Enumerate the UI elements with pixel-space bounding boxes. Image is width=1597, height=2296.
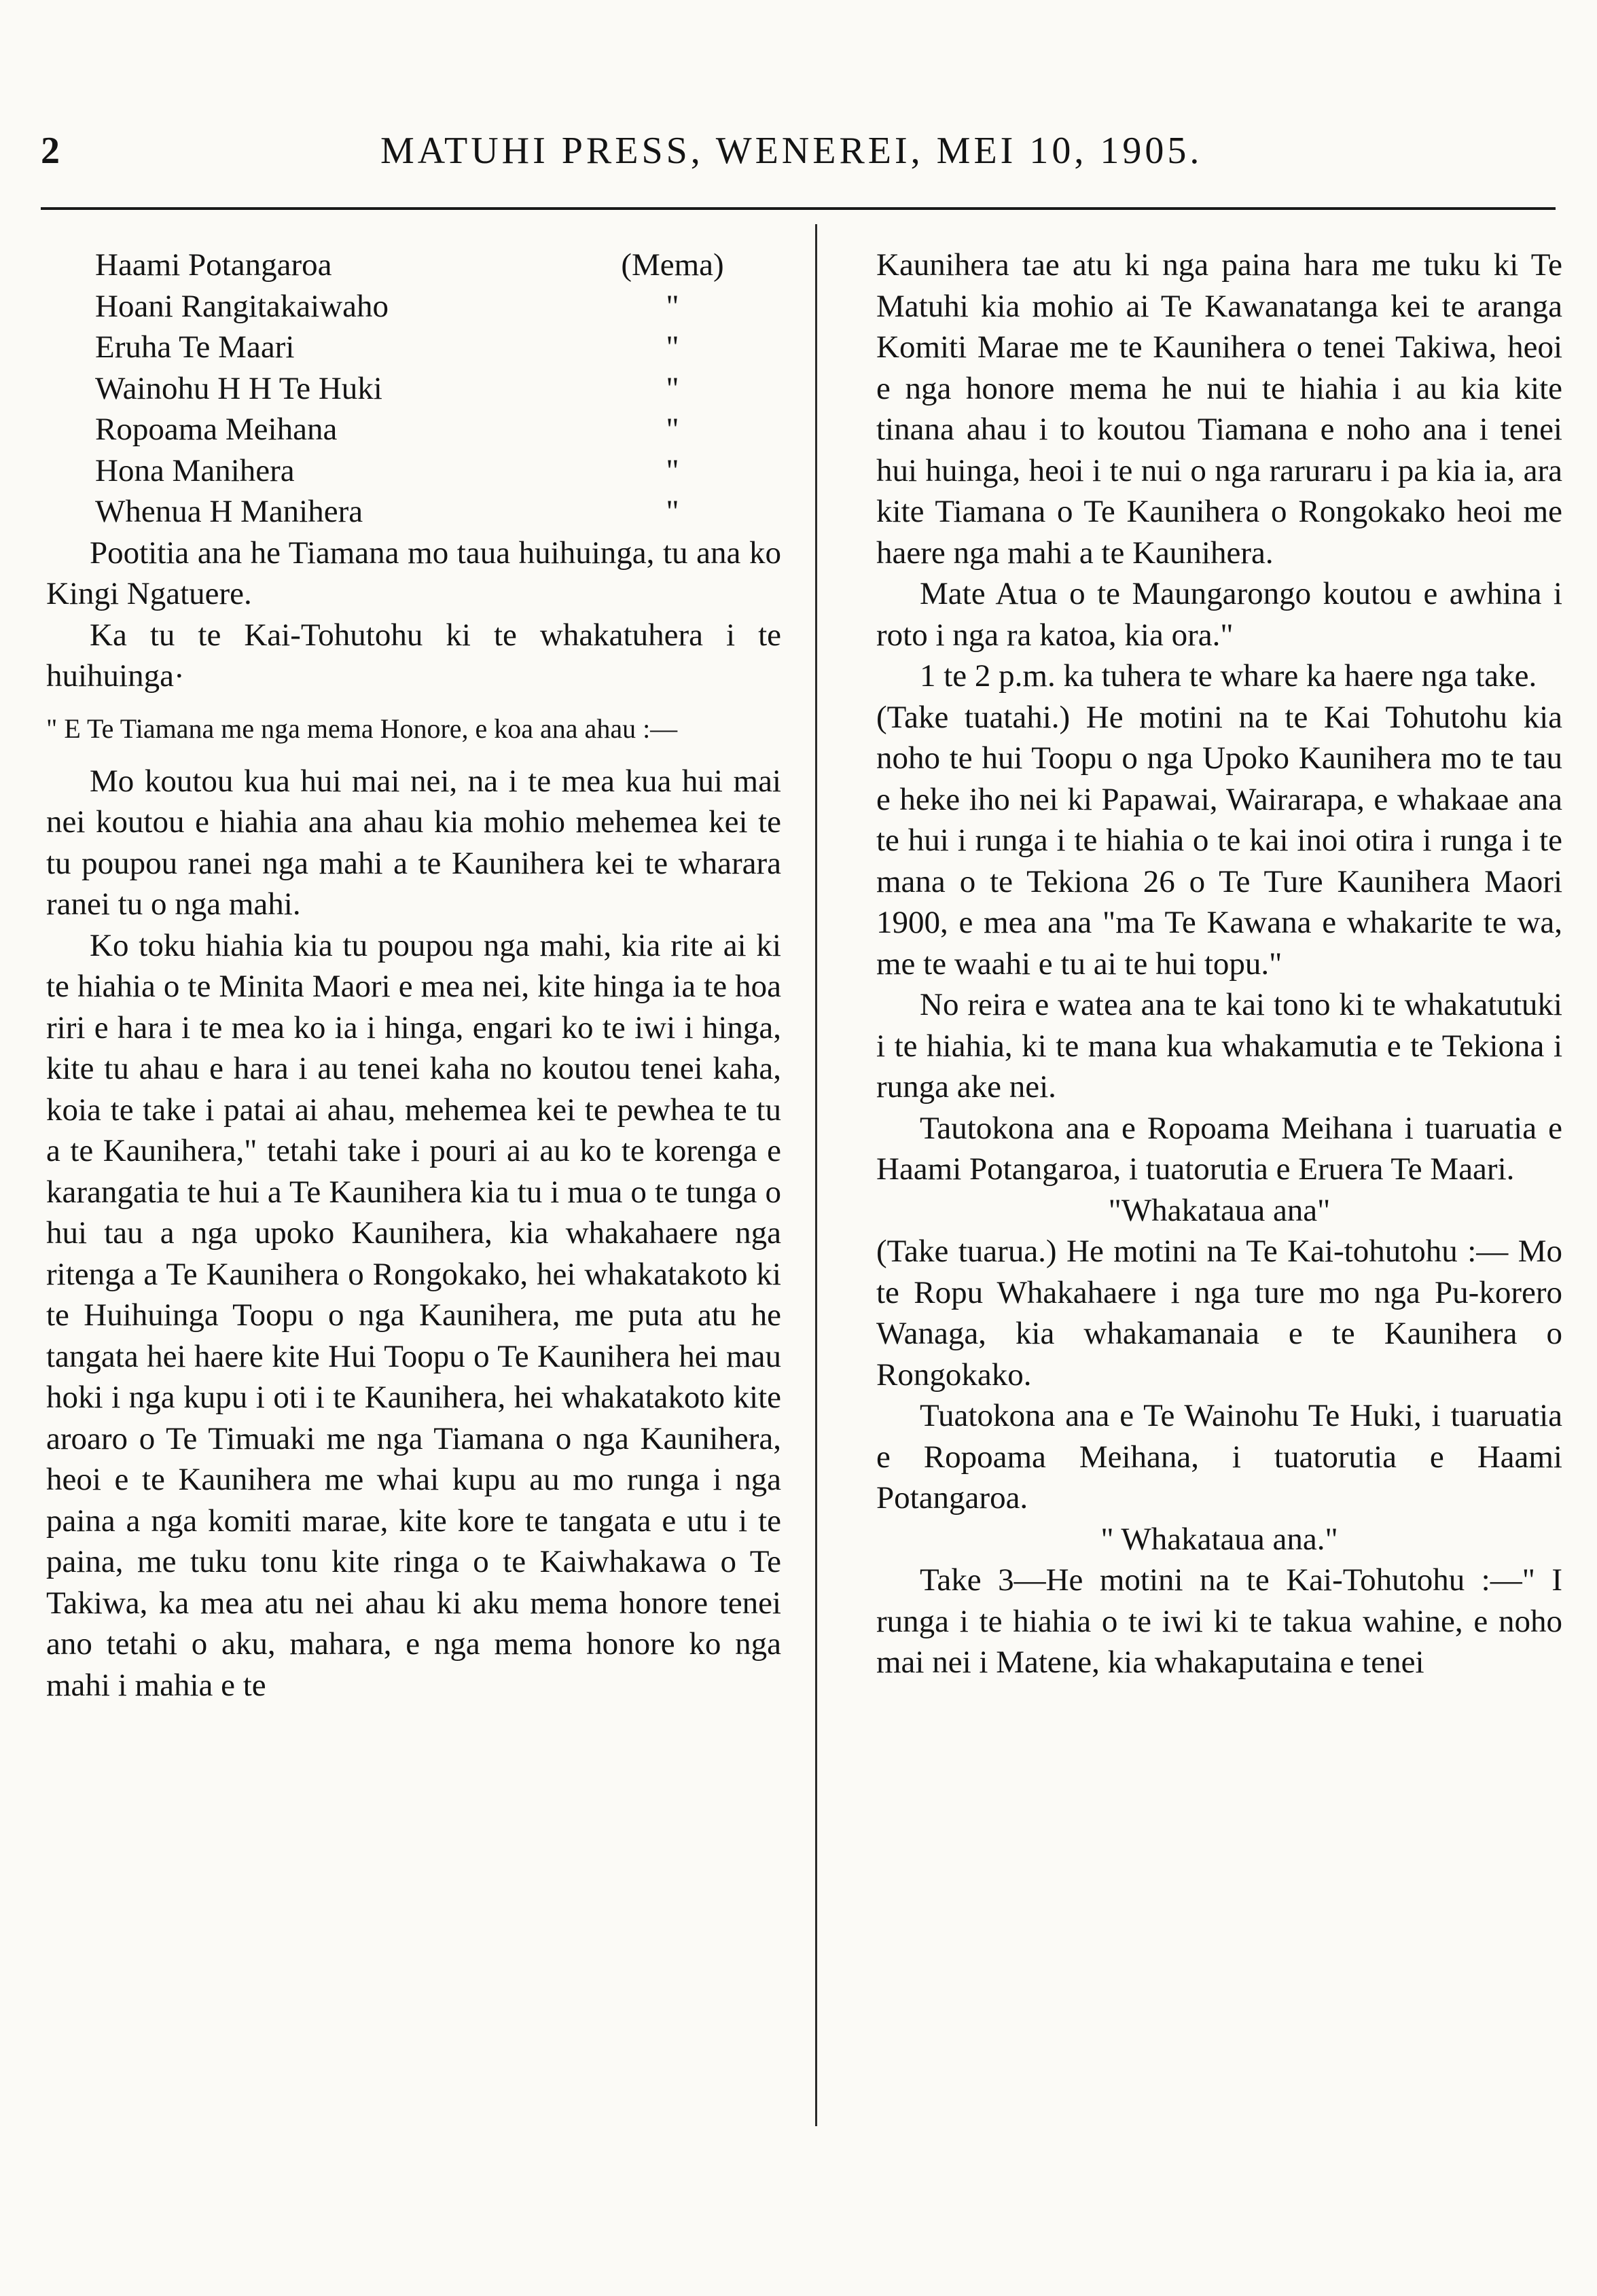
masthead: MATUHI PRESS, WENEREI, MEI 10, 1905. <box>380 130 1203 172</box>
left-column <box>46 245 781 1706</box>
roster-name: Whenua H Manihera <box>95 494 363 529</box>
paragraph: Tautokona ana e Ropoama Meihana i tuaruatia e Haami Potangaroa, i tuatorutia e Eruera Te Maari. <box>876 1110 1562 1187</box>
paragraph: Kaunihera tae atu ki nga paina hara me tuku ki Te Matuhi kia mohio ai Te Kawanatanga kei te aranga Komiti Marae me te Kaunihera o tenei Takiwa, heoi e nga honore mema he nui te hiahia i au kia kite tinana ahau i to koutou Tiamana e noho ana i tenei hui huinga, heoi i te nui o nga raruraru i pa kia ia, ara kite Tiamana o Te Kaunihera o Rongokako heoi me haere nga mahi a te Kaunihera. <box>876 247 1562 571</box>
roster-status: " <box>666 329 679 365</box>
roster-status: " <box>666 494 679 529</box>
resolution: "Whakataua ana" <box>1108 1192 1331 1228</box>
paragraph: Mo koutou kua hui mai nei, na i te mea kua hui mai nei koutou e hiahia ana ahau kia mohio mehemea kei te tu poupou ranei nga mahi a te Kaunihera kei te wharara ranei tu o nga mahi. <box>46 763 781 922</box>
paragraph: Ka tu te Kai-Tohutohu ki te whakatuhera i te huihuinga· <box>46 617 781 694</box>
roster-name: Ropoama Meihana <box>95 412 338 447</box>
resolution: " Whakataua ana." <box>1100 1521 1338 1557</box>
paragraph: (Take tuatahi.) He motini na te Kai Tohutohu kia noho te hui Toopu o nga Upoko Kaunihera mo te tau e heke iho nei ki Papawai, Wairarapa, e whakaae ana te hui i runga i te hiahia o te kai inoi otira i runga i te mana o te Tekiona 26 o Te Ture Kaunihera Maori 1900, e mea ana "ma Te Kawana e whakarite te wa, me te waahi e tu ai te hui topu." <box>876 699 1562 982</box>
roster-status: " <box>666 370 679 406</box>
roster-name: Hoani Rangitakaiwaho <box>95 288 389 324</box>
page-header <box>41 129 1562 183</box>
roster-name: Eruha Te Maari <box>95 329 295 365</box>
roster-entry <box>95 491 747 533</box>
roster-status: " <box>666 288 679 324</box>
roster-entry <box>95 368 747 410</box>
paragraph: No reira e watea ana te kai tono ki te whakatutuki i te hiahia, ki te mana kua whakamutia e te Tekiona i runga ake nei. <box>876 987 1562 1105</box>
roster-entry <box>95 245 747 286</box>
roster-entry <box>95 409 747 450</box>
roster-entry <box>95 327 747 368</box>
roster-name: Wainohu H H Te Huki <box>95 370 382 406</box>
column-divider <box>815 224 817 2126</box>
roster-name: Hona Manihera <box>95 452 295 488</box>
paragraph: 1 te 2 p.m. ka tuhera te whare ka haere nga take. <box>920 658 1537 694</box>
paragraph: Ko toku hiahia kia tu poupou nga mahi, kia rite ai ki te hiahia o te Minita Maori e mea nei, kite hinga ia te hoa riri e hara i te mea ko ia i hinga, engari ko te iwi i hinga, kite tu ahau e hara i au tenei kaha no koutou tenei kaha, koia te take i patai ai ahau, mehemea kei te pewhea te tu a te Kaunihera," tetahi take i pouri ai au ko te korenga e karangatia te hui a Te Kaunihera kia tu i mua o te tunga o hui tau a nga upoko Kaunihera, kia whakahaere nga ritenga a Te Kaunihera o Rongokako, hei whakatakoto ki te Huihuinga Toopu o nga Kaunihera, me puta atu he tangata hei haere kite Hui Toopu o Te Kaunihera hei mau hoki i nga kupu i oti i te Kaunihera, hei whakatakoto kite aroaro o Te Timuaki me nga Tiamana o nga Kaunihera, heoi e te Kaunihera me whai kupu au mo runga i nga paina a nga komiti marae, kite kore te tangata e utu i te paina, me tuku tonu kite ringa o te Kaiwhakawa o Te Takiwa, ka mea atu nei ahau ki aku mema honore tenei ano tetahi o aku, mahara, e nga mema honore ko nga mahi i mahia e te <box>46 927 781 1703</box>
roster-status: (Mema) <box>621 247 724 283</box>
paragraph: Tuatokona ana e Te Wainohu Te Huki, i tuaruatia e Ropoama Meihana, i tuatorutia e Haami Potangaroa. <box>876 1398 1562 1515</box>
page-number: 2 <box>41 130 60 172</box>
paragraph: Take 3—He motini na te Kai-Tohutohu :—" I runga i te hiahia o te iwi ki te takua wahine, e noho mai nei i Matene, kia whakaputaina e tenei <box>876 1562 1562 1680</box>
speech-salutation: " E Te Tiamana me nga mema Honore, e koa ana ahau :— <box>46 713 678 744</box>
roster-name: Haami Potangaroa <box>95 247 332 283</box>
paragraph: (Take tuarua.) He motini na Te Kai-tohutohu :— Mo te Ropu Whakahaere i nga ture mo nga Pu-korero Wanaga, kia whakamanaia e te Kaunihera o Rongokako. <box>876 1234 1562 1393</box>
paragraph: Pootitia ana he Tiamana mo taua huihuinga, tu ana ko Kingi Ngatuere. <box>46 535 781 611</box>
right-column <box>876 245 1562 1683</box>
roster-status: " <box>666 452 679 488</box>
attendance-roster <box>95 245 781 533</box>
roster-status: " <box>666 412 679 447</box>
header-rule <box>41 207 1556 210</box>
roster-entry <box>95 450 747 492</box>
roster-entry <box>95 286 747 327</box>
paragraph: Mate Atua o te Maungarongo koutou e awhina i roto i nga ra katoa, kia ora." <box>876 576 1562 653</box>
